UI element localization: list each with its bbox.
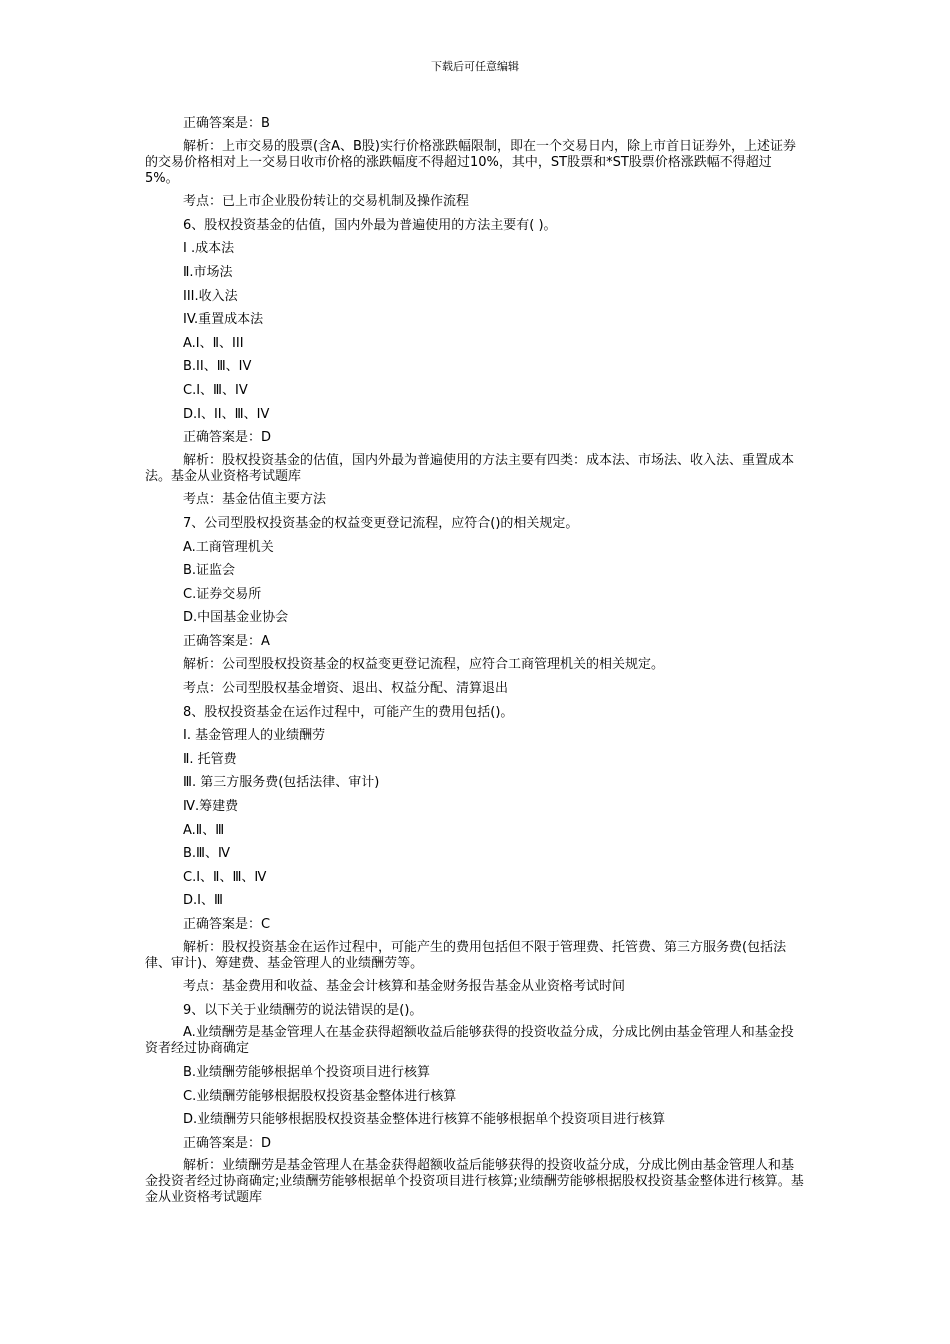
correct-answer-line: 正确答案是：A bbox=[183, 633, 270, 649]
question-8: 8、股权投资基金在运作过程中，可能产生的费用包括()。 bbox=[183, 704, 514, 720]
list-item: Ⅱ.市场法 bbox=[183, 264, 233, 280]
list-item: III.收入法 bbox=[183, 288, 238, 304]
option-b: B.业绩酬劳能够根据单个投资项目进行核算 bbox=[183, 1064, 431, 1080]
key-point-line: 考点：基金费用和收益、基金会计核算和基金财务报告基金从业资格考试时间 bbox=[183, 979, 626, 995]
list-item: IV.重置成本法 bbox=[183, 312, 264, 328]
list-item: Ⅱ. 托管费 bbox=[183, 751, 237, 767]
correct-answer-line: 正确答案是：D bbox=[183, 430, 272, 446]
option-a: A.业绩酬劳是基金管理人在基金获得超额收益后能够获得的投资收益分成，分成比例由基金管理人和基金投资者经过协商确定 bbox=[145, 1025, 794, 1057]
analysis-paragraph: 解析：股权投资基金的估值，国内外最为普遍使用的方法主要有四类：成本法、市场法、收入法、重置成本法。基金从业资格考试题库 bbox=[145, 452, 795, 484]
document-body bbox=[145, 115, 805, 1213]
question-7: 7、公司型股权投资基金的权益变更登记流程，应符合()的相关规定。 bbox=[183, 515, 579, 531]
analysis-paragraph: 解析：股权投资基金在运作过程中，可能产生的费用包括但不限于管理费、托管费、第三方服务费(包括法律、审计)、筹建费、基金管理人的业绩酬劳等。 bbox=[145, 939, 787, 971]
option-c: C.I、Ⅲ、IV bbox=[183, 382, 248, 398]
option-c: C.Ⅰ、Ⅱ、Ⅲ、Ⅳ bbox=[183, 869, 267, 885]
option-b: B.II、Ⅲ、IV bbox=[183, 359, 252, 375]
option-d: D.I、II、Ⅲ、IV bbox=[183, 406, 270, 422]
list-item: I .成本法 bbox=[183, 241, 235, 257]
question-6: 6、股权投资基金的估值，国内外最为普遍使用的方法主要有( )。 bbox=[183, 217, 557, 233]
key-point-line: 考点：公司型股权基金增资、退出、权益分配、清算退出 bbox=[183, 681, 509, 697]
list-item: Ⅰ. 基金管理人的业绩酬劳 bbox=[183, 728, 326, 744]
correct-answer-line: 正确答案是：B bbox=[183, 116, 270, 131]
option-d: D.中国基金业协会 bbox=[183, 610, 289, 626]
correct-answer-line: 正确答案是：D bbox=[183, 1135, 272, 1151]
option-b: B.证监会 bbox=[183, 563, 236, 579]
option-b: B.Ⅲ、Ⅳ bbox=[183, 846, 231, 862]
correct-answer-line: 正确答案是：C bbox=[183, 917, 271, 932]
option-a: A.Ⅱ、Ⅲ bbox=[183, 822, 225, 838]
analysis-paragraph: 解析：公司型股权投资基金的权益变更登记流程，应符合工商管理机关的相关规定。 bbox=[183, 657, 665, 673]
analysis-paragraph: 解析：上市交易的股票(含A、B股)实行价格涨跌幅限制，即在一个交易日内，除上市首日证券外，上述证券的交易价格相对上一交易日收市价格的涨跌幅度不得超过10%，其中，ST股票和*ST股票价格涨跌幅不得超过5%。 bbox=[145, 138, 796, 186]
key-point-line: 考点：已上市企业股份转让的交易机制及操作流程 bbox=[183, 194, 470, 210]
option-d: D.业绩酬劳只能够根据股权投资基金整体进行核算不能够根据单个投资项目进行核算 bbox=[183, 1112, 666, 1128]
option-c: C.业绩酬劳能够根据股权投资基金整体进行核算 bbox=[183, 1088, 457, 1104]
analysis-paragraph: 解析：业绩酬劳是基金管理人在基金获得超额收益后能够获得的投资收益分成，分成比例由基金管理人和基金投资者经过协商确定;业绩酬劳能够根据单个投资项目进行核算;业绩酬劳能够根据股权投资基金整体进行核算。基金从业资格考试题库 bbox=[145, 1158, 804, 1206]
key-point-line: 考点：基金估值主要方法 bbox=[183, 492, 327, 508]
page-header: 下载后可任意编辑 bbox=[431, 60, 519, 73]
option-a: A.I、Ⅱ、III bbox=[183, 335, 244, 351]
list-item: Ⅲ. 第三方服务费(包括法律、审计) bbox=[183, 775, 380, 791]
list-item: Ⅳ.筹建费 bbox=[183, 799, 239, 815]
option-d: D.Ⅰ、Ⅲ bbox=[183, 893, 223, 909]
option-c: C.证券交易所 bbox=[183, 586, 262, 602]
question-9: 9、以下关于业绩酬劳的说法错误的是()。 bbox=[183, 1002, 423, 1018]
option-a: A.工商管理机关 bbox=[183, 539, 274, 555]
